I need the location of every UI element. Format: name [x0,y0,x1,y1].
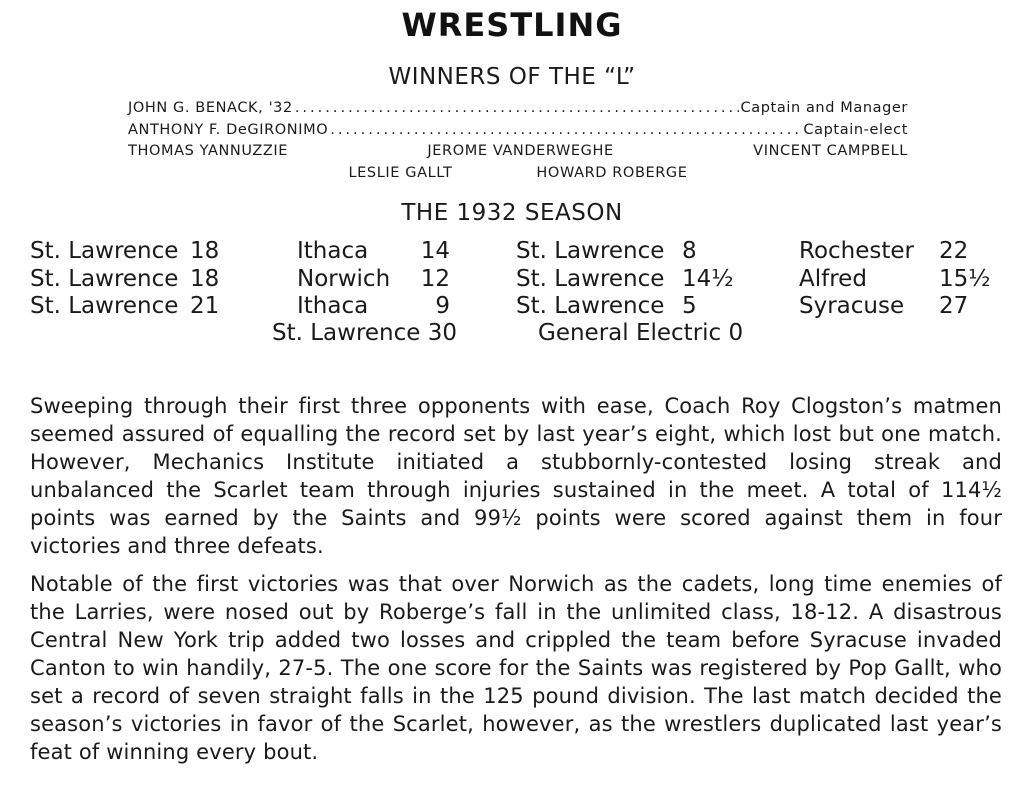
score-row [799,238,991,266]
team-score: 27 [939,293,969,319]
season-heading: THE 1932 SEASON [401,200,623,226]
team-score: 18 [190,265,220,292]
team-name: St. Lawrence [516,265,665,292]
team-score: 8 [682,238,697,264]
score-column [799,238,991,321]
team-name: Norwich [297,265,391,292]
captain-name: JOHN G. BENACK, '32 [128,100,293,116]
page-title: WRESTLING [401,6,623,44]
score-row [297,266,450,294]
dot-leader [295,98,739,120]
captain-elect-name: ANTHONY F. DeGIRONIMO [128,121,329,138]
team-score: 18 [190,238,220,264]
winners-heading: WINNERS OF THE “L” [388,64,636,90]
final-score-right: General Electric 0 [538,320,744,346]
winners-row [128,163,908,185]
final-score-left: St. Lawrence 30 [272,320,458,346]
score-column [297,238,450,321]
score-row [297,238,450,266]
score-row [30,293,219,321]
team-score: 22 [939,238,969,264]
captain-elect-row [128,120,908,142]
team-score: 5 [682,293,697,319]
team-name: St. Lawrence [30,265,179,292]
dot-leader [330,120,801,142]
team-name: St. Lawrence [516,293,665,319]
captain-role: Captain and Manager [740,100,908,116]
score-column [30,238,219,321]
winners-row [128,141,908,163]
season-summary-paragraph: Sweeping through their first three opponents with ease, Coach Roy Clogston’s matmen seemed assured of equalling the record set by last year’s eight, which lost but one match. However, Mechanics Institute initiated a stubbornly-contested losing streak and unbalanced the Scarlet team through injuries sustained in the meet. A total of 114½ points was earned by the Saints and 99½ points were scored against them in four victories and three defeats. [30,394,1002,558]
winner-name: THOMAS YANNUZZIE [128,143,289,159]
team-name: Syracuse [799,293,905,319]
winner-name: VINCENT CAMPBELL [753,143,908,159]
team-name: St. Lawrence [30,238,179,264]
team-score: 14 [420,238,450,264]
score-row [516,266,734,294]
team-score: 12 [420,265,450,292]
winner-name: HOWARD ROBERGE [536,164,688,181]
team-name: Ithaca [297,238,369,264]
team-name: Alfred [799,265,867,292]
team-score: 15½ [939,265,991,292]
team-name: Rochester [799,238,914,264]
season-detail-paragraph: Notable of the first victories was that over Norwich as the cadets, long time enemies of the Larries, were nosed out by Roberge’s fall in the unlimited class, 18-12. A disastrous Central New York trip added two losses and crippled the team before Syracuse invaded Canton to win handily, 27-5. The one score for the Saints was registered by Pop Gallt, who set a record of seven straight falls in the 125 pound division. The last match decided the season’s victories in favor of the Scarlet, however, as the wrestlers duplicated last year’s feat of winning every bout. [30,572,1002,764]
score-row [516,293,734,321]
score-column [516,238,734,321]
team-name: St. Lawrence [30,293,179,319]
team-name: Ithaca [297,293,369,319]
score-row [799,266,991,294]
score-row [799,293,991,321]
score-row-final [0,320,1024,348]
score-row [516,238,734,266]
score-row [30,266,219,294]
team-score: 14½ [682,265,734,292]
winner-name: LESLIE GALLT [348,164,453,181]
team-score: 21 [190,293,220,319]
team-score: 9 [435,293,450,319]
captain-elect-role: Captain-elect [803,121,908,138]
score-row [297,293,450,321]
team-name: St. Lawrence [516,238,665,264]
winner-name: JEROME VANDERWEGHE [427,143,614,159]
winners-list [128,98,908,184]
captain-row [128,98,908,120]
score-row [30,238,219,266]
